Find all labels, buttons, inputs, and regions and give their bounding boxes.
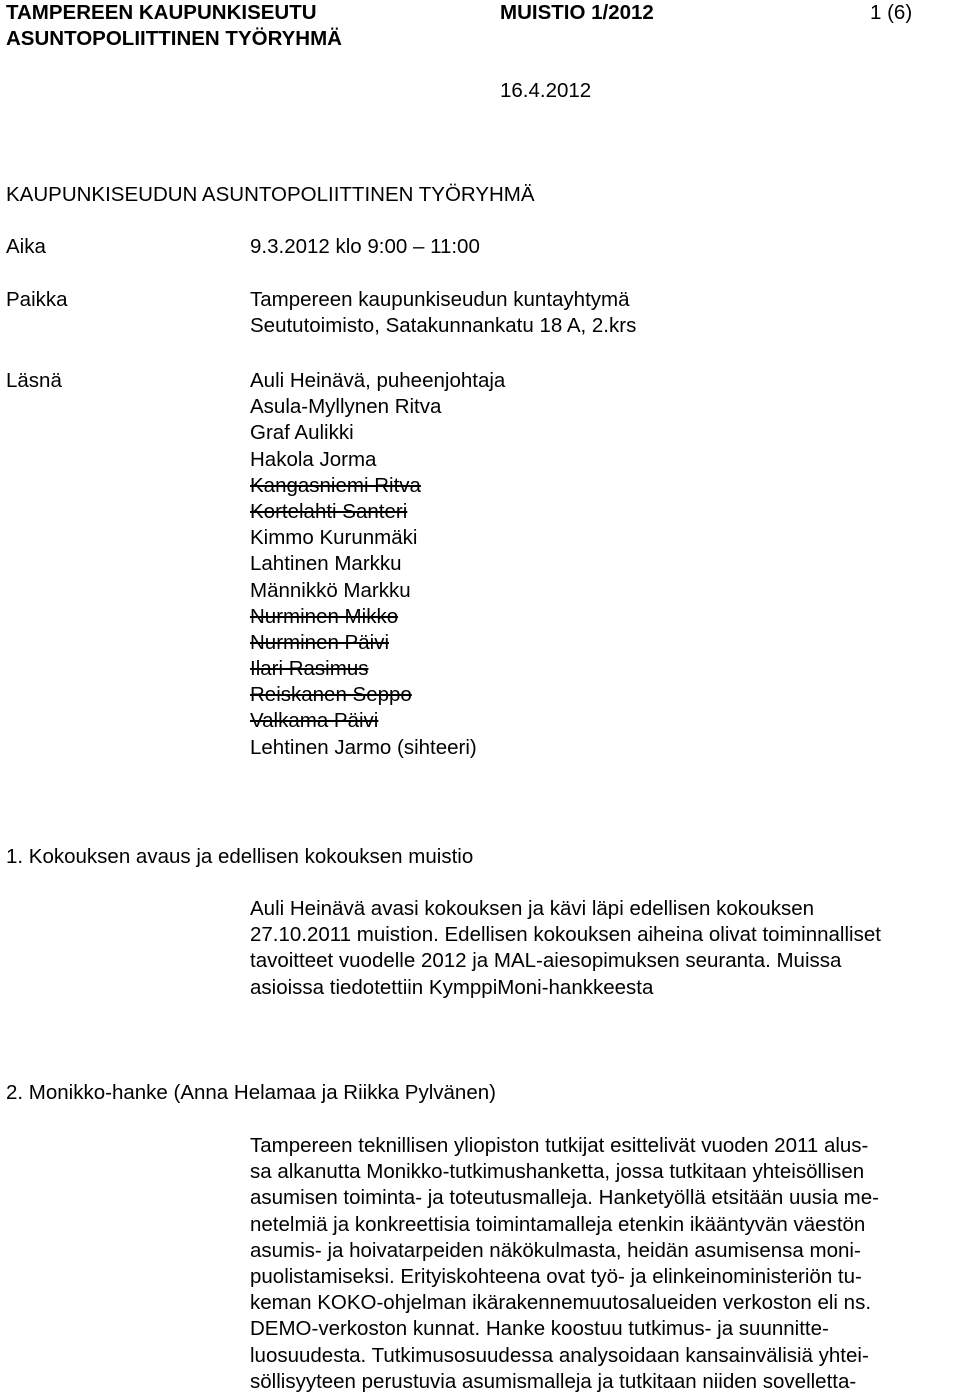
place-label: Paikka: [6, 288, 68, 311]
memo-number: MUISTIO 1/2012: [500, 1, 654, 24]
section-2-line: puolistamiseksi. Erityiskohteena ovat työ- ja elinkeinoministeriön tu-: [250, 1264, 862, 1288]
section-1-line: 27.10.2011 muistion. Edellisen kokouksen aiheina olivat toiminnalliset: [250, 923, 881, 947]
section-2-line: netelmiä ja konkreettisia toimintamalleja etenkin ikääntyvän väestön: [250, 1212, 866, 1236]
time-value: 9.3.2012 klo 9:00 – 11:00: [250, 235, 480, 258]
document-title: KAUPUNKISEUDUN ASUNTOPOLIITTINEN TYÖRYHMÄ: [6, 183, 535, 206]
section-1-line: Auli Heinävä avasi kokouksen ja kävi läpi edellisen kokouksen: [250, 897, 815, 920]
attendee-absent: Kortelahti Santeri: [250, 499, 408, 523]
attendee-absent: Nurminen Päivi: [250, 630, 389, 654]
section-2-line: sa alkanutta Monikko-tutkimushanketta, jossa tutkitaan yhteisöllisen: [250, 1160, 865, 1184]
organization-name: TAMPEREEN KAUPUNKISEUTU: [6, 1, 317, 24]
place-line-1: Tampereen kaupunkiseudun kuntayhtymä: [250, 288, 630, 311]
section-2-body: [250, 1133, 960, 1395]
attendee-absent: Valkama Päivi: [250, 709, 379, 733]
attendee: Hakola Jorma: [250, 447, 377, 471]
page-number: 1 (6): [870, 1, 913, 24]
section-2-line: luosuudesta. Tutkimusosuudessa analysoidaan kansainvälisiä yhtei-: [250, 1343, 869, 1367]
attendee: Kimmo Kurunmäki: [250, 526, 418, 550]
present-label: Läsnä: [6, 369, 62, 392]
section-2-line: asumis- ja hoivatarpeiden näkökulmasta, heidän asumisensa moni-: [250, 1238, 861, 1262]
section-2-line: keman KOKO-ohjelman ikärakennemuutosalueiden verkoston eli ns.: [250, 1291, 872, 1315]
section-1-line: asioissa tiedotettiin KymppiMoni-hankkeesta: [250, 975, 654, 999]
section-2-line: Tampereen teknillisen yliopiston tutkijat esittelivät vuoden 2011 alus-: [250, 1134, 869, 1157]
attendee: Auli Heinävä, puheenjohtaja: [250, 369, 506, 392]
time-label: Aika: [6, 235, 46, 258]
attendee-list: [250, 368, 505, 761]
attendee: Lehtinen Jarmo (sihteeri): [250, 735, 477, 759]
attendee-absent: Nurminen Mikko: [250, 604, 399, 628]
attendee-absent: Kangasniemi Ritva: [250, 473, 421, 497]
section-2-line: asumisen toiminta- ja toteutusmalleja. Hanketyöllä etsitään uusia me-: [250, 1186, 879, 1210]
section-1-body: [250, 896, 960, 1001]
document-date: 16.4.2012: [500, 79, 592, 102]
working-group-name: ASUNTOPOLIITTINEN TYÖRYHMÄ: [6, 27, 342, 50]
section-1-line: tavoitteet vuodelle 2012 ja MAL-aiesopimuksen seuranta. Muissa: [250, 949, 842, 973]
attendee-absent: Reiskanen Seppo: [250, 683, 412, 707]
attendee: Graf Aulikki: [250, 421, 354, 445]
section-2-line: söllisyyteen perustuvia asumismalleja ja tutkitaan niiden sovelletta-: [250, 1369, 857, 1393]
attendee: Männikkö Markku: [250, 578, 411, 602]
place-line-2: Seututoimisto, Satakunnankatu 18 A, 2.krs: [250, 314, 637, 337]
attendee: Asula-Myllynen Ritva: [250, 395, 442, 419]
section-1-title: 1. Kokouksen avaus ja edellisen kokouksen muistio: [6, 845, 474, 868]
attendee-absent: Ilari Rasimus: [250, 657, 369, 681]
attendee: Lahtinen Markku: [250, 552, 402, 576]
section-2-title: 2. Monikko-hanke (Anna Helamaa ja Riikka Pylvänen): [6, 1081, 496, 1104]
section-2-line: DEMO-verkoston kunnat. Hanke koostuu tutkimus- ja suunnitte-: [250, 1317, 829, 1341]
